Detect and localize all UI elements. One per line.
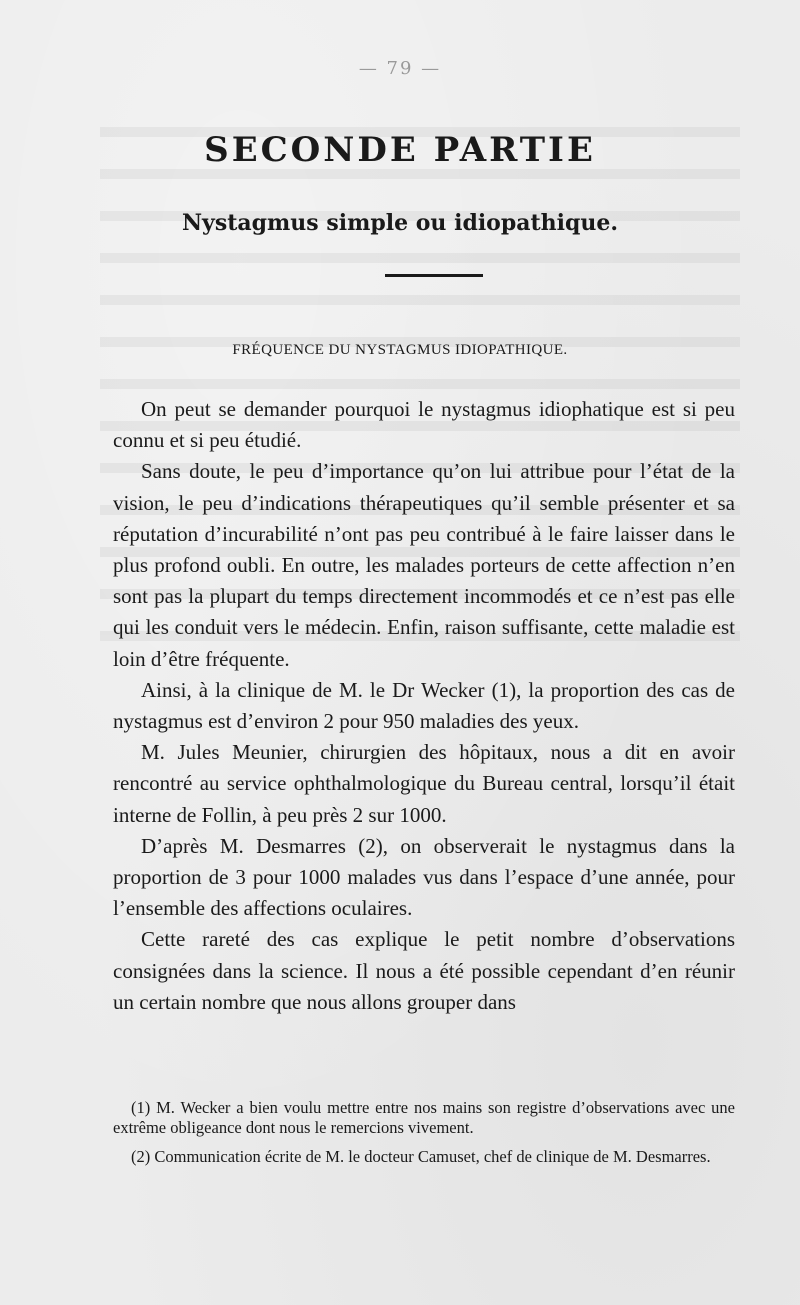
paragraph: M. Jules Meunier, chirurgien des hôpitaux, nous a dit en avoir rencontré au service ophthalmologique du Bureau central, lorsqu’il était interne de Follin, à peu près 2 sur 1000. bbox=[113, 740, 735, 827]
paragraph: Ainsi, à la clinique de M. le Dr Wecker (1), la proportion des cas de nystagmus est d’environ 2 pour 950 maladies des yeux. bbox=[113, 677, 735, 734]
paragraph: On peut se demander pourquoi le nystagmus idiophatique est si peu connu et si peu étudié. bbox=[113, 397, 735, 453]
body-text bbox=[113, 394, 735, 1018]
paragraph: Sans doute, le peu d’importance qu’on lui attribue pour l’état de la vision, le peu d’indications thérapeutiques qu’il semble présenter et sa réputation d’incurabilité n’ont pas peu contribué à le faire laisser dans le plus profond oubli. En outre, les malades porteurs de cette affection n’en sont pas la plupart du temps directement incommodés et ce n’est pas elle qui les conduit vers le médecin. Enfin, raison suffisante, cette maladie est loin d’être fréquente. bbox=[113, 459, 735, 671]
page-number: — 79 — bbox=[358, 58, 442, 79]
paragraph: D’après M. Desmarres (2), on observerait le nystagmus dans la proportion de 3 pour 1000 malades vus dans l’espace d’une année, pour l’ensemble des affections oculaires. bbox=[113, 833, 735, 921]
footnote: (1) M. Wecker a bien voulu mettre entre nos mains son registre d’observations avec une extrême obligeance dont nous le remercions vivement. bbox=[113, 1098, 735, 1137]
footnotes bbox=[113, 1098, 735, 1176]
chapter-subtitle: Nystagmus simple ou idiopathique. bbox=[181, 210, 619, 236]
separator-rule bbox=[385, 274, 483, 277]
paragraph: Cette rareté des cas explique le petit nombre d’observations consignées dans la science. Il nous a été possible cependant d’en réunir un certain nombre que nous allons grouper dans bbox=[113, 927, 735, 1014]
section-heading: FRÉQUENCE DU NYSTAGMUS IDIOPATHIQUE. bbox=[232, 342, 568, 358]
footnote: (2) Communication écrite de M. le docteur Camuset, chef de clinique de M. Desmarres. bbox=[131, 1147, 711, 1166]
part-title: SECONDE PARTIE bbox=[204, 130, 596, 170]
